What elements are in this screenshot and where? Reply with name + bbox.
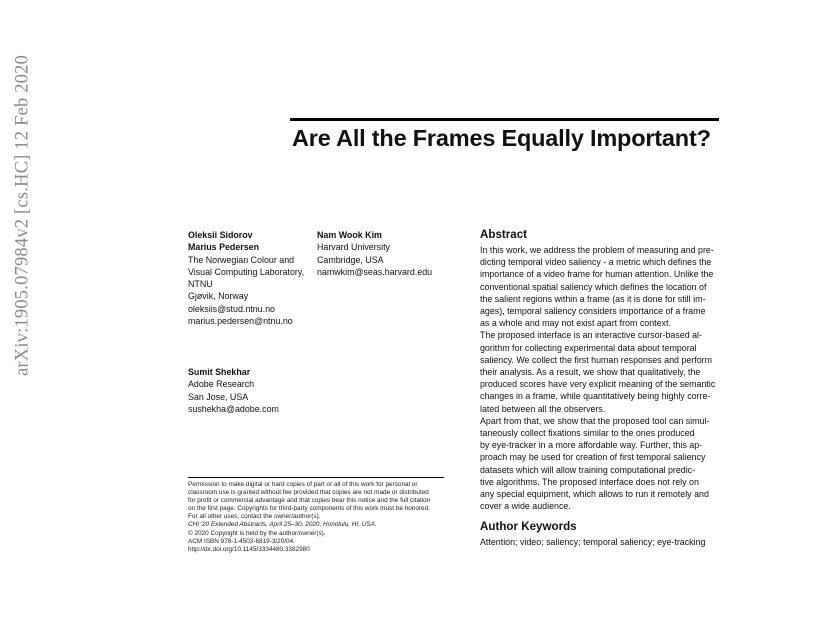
author-block-harvard (317, 229, 447, 278)
abstract-body (480, 244, 740, 512)
keywords-heading: Author Keywords (480, 520, 577, 534)
abstract-line: In this work, we address the problem of measuring and pre- (480, 245, 714, 255)
author-name: Oleksii Sidorov (188, 230, 253, 240)
abstract-line: as a whole and may not exist apart from context. (480, 318, 671, 329)
copyright-line: © 2020 Copyright is held by the author/owner(s). (188, 529, 326, 537)
abstract-line: changes in a frame, while quantitatively being highly corre- (480, 391, 711, 402)
author-affiliation-line: namwkim@seas.harvard.edu (317, 266, 433, 277)
permission-line: for profit or commercial advantage and that copies bear this notice and the full citation (188, 497, 431, 505)
arxiv-identifier-stamp: arXiv:1905.07984v2 [cs.HC] 12 Feb 2020 (12, 54, 33, 376)
author-affiliation-line: Adobe Research (188, 379, 255, 390)
keywords-text: Attention; video; saliency; temporal saliency; eye-tracking (480, 537, 706, 548)
permission-line: For all other uses, contact the owner/author(s). (188, 513, 321, 521)
author-affiliation-line: sushekha@adobe.com (188, 403, 279, 414)
permission-line: on the first page. Copyrights for third-party components of this work must be honored. (188, 505, 430, 513)
author-affiliation-line: marius.pedersen@ntnu.no (188, 316, 293, 327)
paper-title: Are All the Frames Equally Important? (292, 125, 711, 151)
author-block-adobe (188, 366, 313, 415)
title-rule (290, 118, 719, 121)
abstract-line: importance of a video frame for human attention. Unlike the (480, 269, 714, 280)
abstract-line: their analysis. As a result, we show that qualitatively, the (480, 367, 701, 378)
abstract-column (480, 228, 740, 549)
author-affiliation-line: The Norwegian Colour and (188, 254, 295, 265)
author-affiliation-line: oleksiis@stud.ntnu.no (188, 303, 275, 314)
abstract-line: datasets which will allow training computational predic- (480, 464, 696, 475)
abstract-line: produced scores have very explicit meaning of the semantic (480, 379, 716, 390)
abstract-line: any special equipment, which allows to run it remotely and (480, 489, 709, 500)
author-name: Sumit Shekhar (188, 367, 251, 377)
author-block-ntnu (188, 229, 313, 327)
author-affiliation-line: NTNU (188, 279, 213, 290)
abstract-line: taneously collect fixations similar to the ones produced (480, 428, 695, 439)
author-affiliation-line: Gjøvik, Norway (188, 291, 249, 302)
permission-line: classroom use is granted without fee provided that copies are not made or distributed (188, 489, 429, 497)
abstract-line: cover a wide audience. (480, 501, 571, 512)
conference-info: CHI '20 Extended Abstracts, April 25–30, 2020, Honolulu, HI, USA. (188, 521, 377, 529)
abstract-line: dicting temporal video saliency - a metric which defines the (480, 257, 712, 268)
permission-text (188, 481, 444, 521)
abstract-line: the salient regions within a frame (as it is done for still im- (480, 293, 706, 304)
abstract-line: The proposed interface is an interactive cursor-based al- (480, 330, 702, 341)
author-affiliation-line: Harvard University (317, 242, 390, 253)
isbn-line: ACM ISBN 978-1-4503-6819-3/20/04. (188, 537, 295, 545)
author-affiliation-line: Cambridge, USA (317, 254, 384, 265)
abstract-line: conventional spatial saliency which defines the location of (480, 281, 707, 292)
author-affiliation-line: Visual Computing Laboratory, (188, 266, 305, 277)
abstract-line: ages), temporal saliency considers importance of a frame (480, 306, 706, 317)
abstract-line: by eye-tracker in a more affordable way. Further, this ap- (480, 440, 703, 451)
abstract-line: lated between all the observers. (480, 403, 606, 414)
permission-notice (188, 477, 444, 554)
doi-link[interactable]: http://dx.doi.org/10.1145/3334480.3382980 (188, 545, 310, 553)
abstract-line: tive algorithms. The proposed interface does not rely on (480, 476, 699, 487)
author-name: Marius Pedersen (188, 242, 260, 253)
abstract-line: Apart from that, we show that the proposed tool can simul- (480, 415, 710, 426)
author-name: Nam Wook Kim (317, 230, 382, 240)
author-affiliation-line: San Jose, USA (188, 391, 249, 402)
abstract-line: gorithm for collecting experimental data about temporal (480, 342, 697, 353)
permission-line: Permission to make digital or hard copies of part or all of this work for personal or (188, 481, 418, 488)
abstract-line: proach may be used for creation of first temporal saliency (480, 452, 706, 463)
abstract-line: saliency. We collect the first human responses and perform (480, 354, 713, 365)
abstract-heading: Abstract (480, 228, 528, 241)
